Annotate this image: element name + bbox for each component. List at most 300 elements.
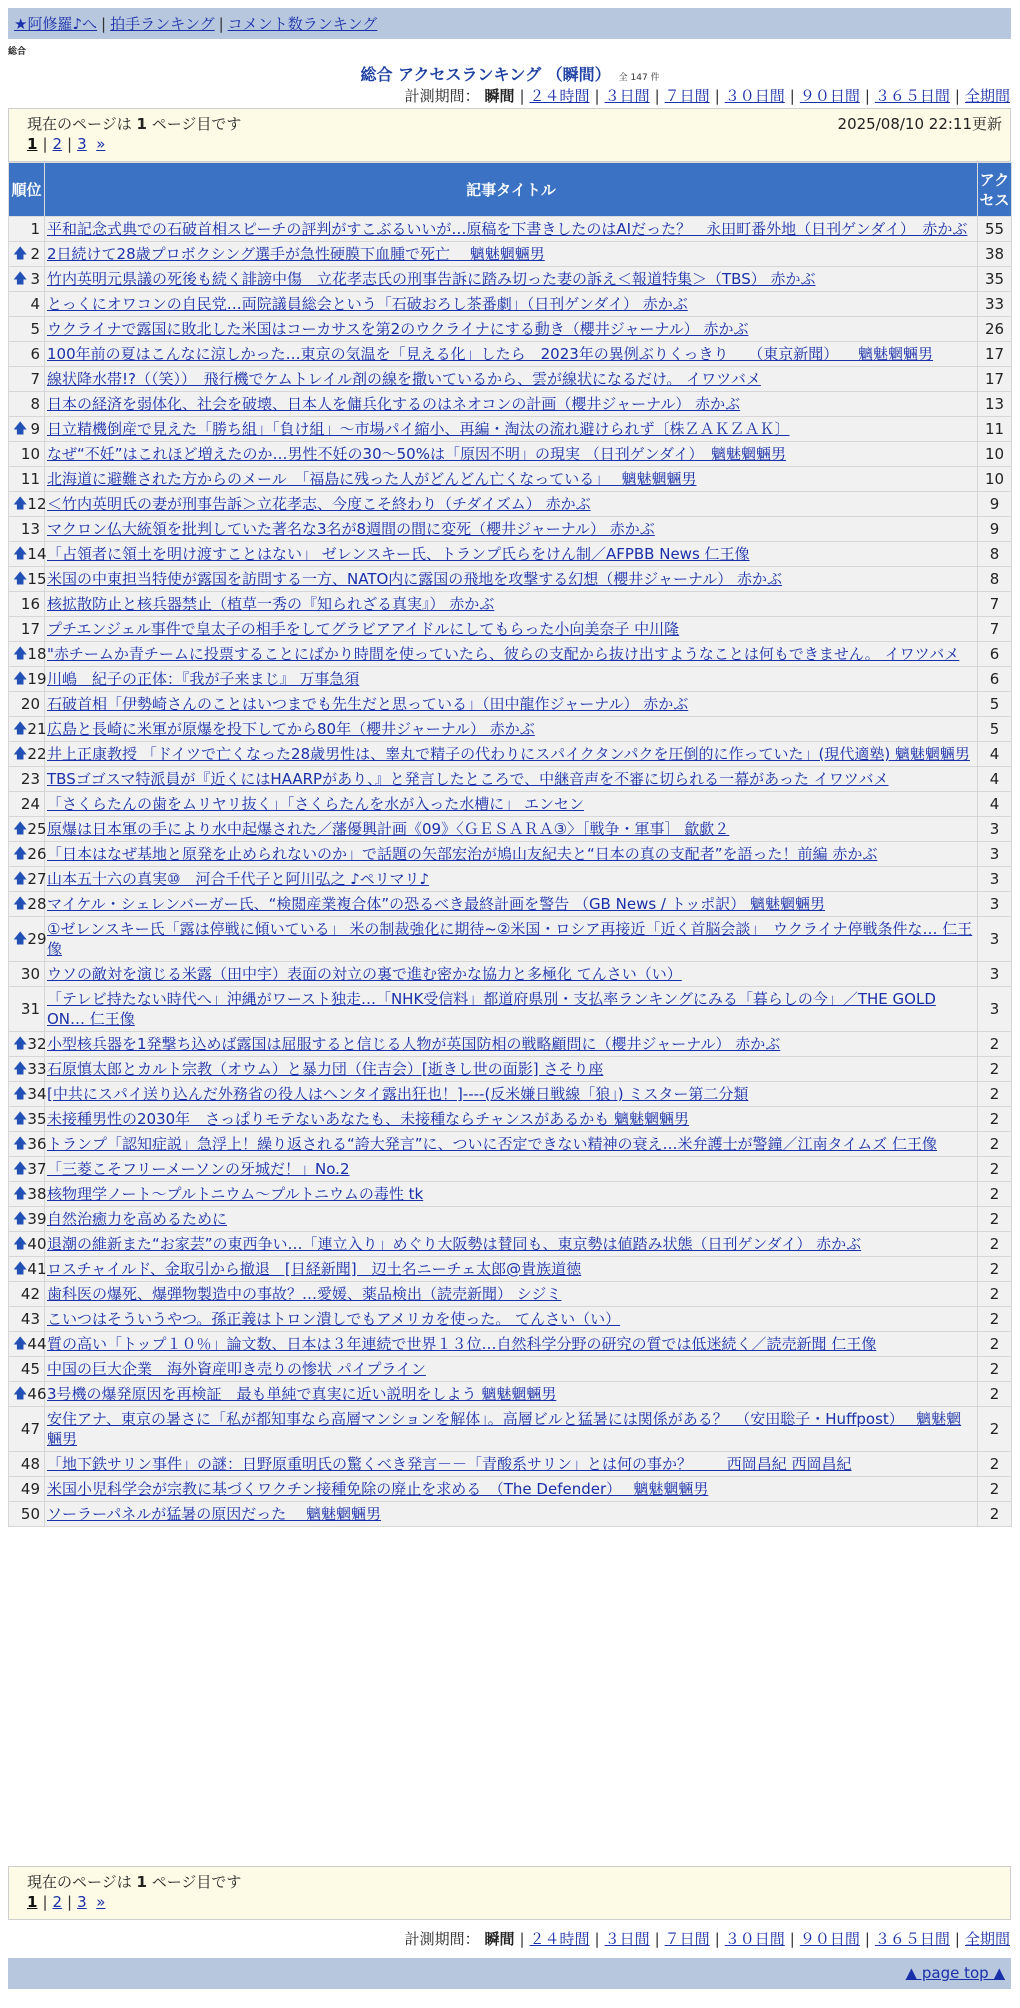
title-cell	[45, 642, 978, 667]
ranking-title-text: 総合 アクセスランキング （瞬間）	[360, 65, 611, 84]
title-cell	[45, 1407, 978, 1452]
rank-cell	[9, 267, 45, 292]
table-row	[9, 242, 1012, 267]
rank-number: 45	[20, 1360, 40, 1378]
period-link-7d[interactable]: ７日間	[664, 1930, 710, 1948]
access-count: 38	[978, 242, 1012, 267]
access-count: 10	[978, 442, 1012, 467]
title-cell	[45, 1082, 978, 1107]
title-cell	[45, 962, 978, 987]
access-count: 26	[978, 317, 1012, 342]
pager-next[interactable]: »	[96, 135, 106, 153]
table-header-row	[9, 163, 1012, 217]
access-count: 2	[978, 1082, 1012, 1107]
article-title-link[interactable]: 安住アナ、東京の暑さに「私が都知事なら高層マンションを解体」。高層ビルと猛暑には関係がある？ （安田聡子・Huffpost） 魑魅魍魎男	[47, 1410, 962, 1448]
period-link-24h[interactable]: ２４時間	[529, 1930, 590, 1948]
article-title-link[interactable]: ソーラーパネルが猛暑の原因だった 魑魅魍魎男	[47, 1505, 382, 1523]
article-title-link[interactable]: ウクライナで露国に敗北した米国はコーカサスを第2のウクライナにする動き（櫻井ジャーナル） 赤かぶ	[47, 320, 749, 338]
article-title-link[interactable]: 北海道に避難された方からのメール 「福島に残った人がどんどん亡くなっている」 魑魅魍魎男	[47, 470, 697, 488]
article-title-link[interactable]: とっくにオワコンの自民党…両院議員総会という「石破おろし茶番劇」（日刊ゲンダイ） 赤かぶ	[47, 295, 688, 313]
pager-page-1[interactable]: 1	[27, 1893, 38, 1911]
article-title-link[interactable]: "赤チームか青チームに投票することにばかり時間を使っていたら、彼らの支配から抜け出すようなことは何もできません。 イワツバメ	[47, 645, 960, 663]
period-label: 計測期間：	[404, 87, 480, 105]
access-count: 2	[978, 1107, 1012, 1132]
period-link-3d[interactable]: ３日間	[604, 87, 650, 105]
rank-up-arrow-icon: 🡅	[13, 246, 28, 262]
category-label: 総合	[8, 47, 27, 57]
rank-cell	[9, 1057, 45, 1082]
title-cell	[45, 692, 978, 717]
rank-cell	[9, 492, 45, 517]
title-cell	[45, 742, 978, 767]
rank-number: 50	[20, 1505, 40, 1523]
access-count: 11	[978, 417, 1012, 442]
rank-cell	[9, 867, 45, 892]
page-info-top	[8, 108, 1011, 162]
rank-number: 13	[20, 520, 40, 538]
access-count: 17	[978, 342, 1012, 367]
article-title-link[interactable]: 「日本はなぜ基地と原発を止められないのか」で話題の矢部宏治が鳩山友紀夫と“日本の真の支配者”を語った！前編 赤かぶ	[47, 845, 878, 863]
pager-top: 1 | 2 | 3 »	[27, 135, 106, 153]
rank-number: 16	[20, 595, 40, 613]
rank-cell	[9, 517, 45, 542]
rank-up-arrow-icon: 🡅	[13, 1111, 28, 1127]
title-cell	[45, 1232, 978, 1257]
rank-number: 49	[20, 1480, 40, 1498]
table-row	[9, 1207, 1012, 1232]
article-title-link[interactable]: 100年前の夏はこんなに涼しかった…東京の気温を「見える化」したら 2023年の異例ぶりくっきり （東京新聞） 魑魅魍魎男	[47, 345, 934, 363]
access-count: 2	[978, 1132, 1012, 1157]
rank-number: 2	[30, 245, 40, 263]
article-title-link[interactable]: なぜ“不妊”はこれほど増えたのか…男性不妊の30～50%は「原因不明」の現実 （日刊ゲンダイ） 魑魅魍魎男	[47, 445, 787, 463]
table-row	[9, 692, 1012, 717]
table-row	[9, 342, 1012, 367]
period-link-30d[interactable]: ３０日間	[724, 1930, 785, 1948]
title-cell	[45, 292, 978, 317]
article-title-link[interactable]: 「テレビ持たない時代へ」沖縄がワースト独走…「NHK受信料」都道府県別・支払率ランキングにみる「暮らしの今」／THE GOLD ON… 仁王像	[47, 990, 936, 1028]
rank-number: 39	[27, 1210, 47, 1228]
table-row	[9, 1232, 1012, 1257]
article-title-link[interactable]: 石原慎太郎とカルト宗教（オウム）と暴力団（住吉会）[逝きし世の面影] さそり座	[47, 1060, 604, 1078]
period-current: 瞬間	[484, 87, 515, 105]
table-row	[9, 842, 1012, 867]
article-title-link[interactable]: マイケル・シェレンバーガー氏、“検閲産業複合体”の恐るべき最終計画を警告 （GB News / トッポ訳） 魑魅魍魎男	[47, 895, 826, 913]
rank-cell	[9, 1032, 45, 1057]
access-count: 2	[978, 1157, 1012, 1182]
title-cell	[45, 367, 978, 392]
rank-up-arrow-icon: 🡅	[13, 896, 28, 912]
page-info-bottom	[8, 1866, 1011, 1920]
article-title-link[interactable]: 未接種男性の2030年 さっぱりモテないあなたも、未接種ならチャンスがあるかも 魑魅魍魎男	[47, 1110, 690, 1128]
rank-up-arrow-icon: 🡅	[13, 721, 28, 737]
title-cell	[45, 1257, 978, 1282]
page-status: 現在のページは 1 ページ目です	[27, 1873, 242, 1891]
rank-number: 40	[27, 1235, 47, 1253]
table-row	[9, 517, 1012, 542]
access-count: 2	[978, 1232, 1012, 1257]
rank-number: 24	[20, 795, 40, 813]
table-row	[9, 467, 1012, 492]
rank-up-arrow-icon: 🡅	[13, 671, 28, 687]
title-cell	[45, 1107, 978, 1132]
total-count: 全 147 件	[618, 73, 660, 83]
rank-number: 34	[27, 1085, 47, 1103]
page-top-link[interactable]: ▲ page top ▲	[905, 1964, 1005, 1982]
rank-up-arrow-icon: 🡅	[13, 271, 28, 287]
rank-cell	[9, 892, 45, 917]
period-label: 計測期間：	[404, 1930, 480, 1948]
title-cell	[45, 867, 978, 892]
rank-number: 41	[27, 1260, 47, 1278]
article-title-link[interactable]: 米国の中東担当特使が露国を訪問する一方、NATO内に露国の飛地を攻撃する幻想（櫻井ジャーナル） 赤かぶ	[47, 570, 783, 588]
period-link-all[interactable]: 全期間	[964, 1930, 1010, 1948]
article-title-link[interactable]: プチエンジェル事件で皇太子の相手をしてグラビアアイドルにしてもらった小向美奈子 中川隆	[47, 620, 680, 638]
rank-number: 43	[20, 1310, 40, 1328]
pager-bottom: 1 | 2 | 3 »	[27, 1893, 106, 1911]
access-count: 2	[978, 1207, 1012, 1232]
access-count: 2	[978, 1182, 1012, 1207]
article-title-link[interactable]: トランプ「認知症説」急浮上！繰り返される“誇大発言”に、ついに否定できない精神の衰え…米弁護士が警鐘／江南タイムズ 仁王像	[47, 1135, 938, 1153]
rank-cell	[9, 1107, 45, 1132]
rank-cell	[9, 442, 45, 467]
title-cell	[45, 717, 978, 742]
table-row	[9, 542, 1012, 567]
rank-number: 5	[30, 320, 40, 338]
rank-number: 48	[20, 1455, 40, 1473]
table-row	[9, 1107, 1012, 1132]
updated-timestamp: 2025/08/10 22:11更新	[837, 115, 1002, 133]
table-row	[9, 567, 1012, 592]
rank-cell	[9, 642, 45, 667]
pager-next[interactable]: »	[96, 1893, 106, 1911]
article-title-link[interactable]: マクロン仏大統領を批判していた著名な3名が8週間の間に変死（櫻井ジャーナル） 赤かぶ	[47, 520, 655, 538]
rank-cell	[9, 467, 45, 492]
article-title-link[interactable]: ウソの敵対を演じる米露（田中宇）表面の対立の裏で進む密かな協力と多極化 てんさい（い）	[47, 965, 682, 983]
rank-cell	[9, 1282, 45, 1307]
rank-number: 21	[27, 720, 47, 738]
article-title-link[interactable]: 原爆は日本軍の手により水中起爆された／藩優興計画《09》〈ＧＥＳＡＲＡ③〉［戦争・軍事］ 歙歔２	[47, 820, 730, 838]
title-cell	[45, 567, 978, 592]
article-title-link[interactable]: ロスチャイルド、金取引から撤退 [日経新聞] 辺土名ニーチェ太郎@貴族道徳	[47, 1260, 582, 1278]
table-row	[9, 267, 1012, 292]
article-title-link[interactable]: 小型核兵器を1発撃ち込めば露国は屈服すると信じる人物が英国防相の戦略顧問に（櫻井ジャーナル） 赤かぶ	[47, 1035, 781, 1053]
period-selector-bottom: 計測期間： 瞬間 | ２４時間 | ３日間 | ７日間 | ３０日間 | ９０日間 | ３６５日間 | 全期間	[404, 1930, 1010, 1948]
article-title-link[interactable]: ①ゼレンスキー氏「露は停戦に傾いている」 米の制裁強化に期待~②米国・ロシア再接近「近く首脳会談」 ウクライナ停戦条件な… 仁王像	[47, 920, 973, 958]
rank-cell	[9, 792, 45, 817]
rank-cell	[9, 292, 45, 317]
access-count: 2	[978, 1257, 1012, 1282]
title-cell	[45, 1157, 978, 1182]
access-count: 35	[978, 267, 1012, 292]
access-count: 13	[978, 392, 1012, 417]
rank-cell	[9, 1502, 45, 1527]
rank-up-arrow-icon: 🡅	[13, 1061, 28, 1077]
article-title-link[interactable]: ＜竹内英明氏の妻が刑事告訴＞立花孝志、今度こそ終わり（チダイズム） 赤かぶ	[47, 495, 591, 513]
rank-number: 46	[27, 1385, 47, 1403]
article-title-link[interactable]: 平和記念式典での石破首相スピーチの評判がすこぶるいいが…原稿を下書きしたのはAIだった？ 永田町番外地（日刊ゲンダイ） 赤かぶ	[47, 220, 968, 238]
rank-number: 15	[27, 570, 47, 588]
article-title-link[interactable]: 広島と長崎に米軍が原爆を投下してから80年（櫻井ジャーナル） 赤かぶ	[47, 720, 535, 738]
rank-number: 44	[27, 1335, 47, 1353]
period-link-365d[interactable]: ３６５日間	[874, 87, 950, 105]
title-cell	[45, 1182, 978, 1207]
access-count: 17	[978, 367, 1012, 392]
article-title-link[interactable]: 歯科医の爆死、爆弾物製造中の事故？…愛媛、薬品検出（読売新聞） シジミ	[47, 1285, 562, 1303]
rank-cell	[9, 217, 45, 242]
table-row	[9, 1452, 1012, 1477]
nav-separator: |	[218, 15, 224, 33]
access-count: 2	[978, 1032, 1012, 1057]
rank-cell	[9, 842, 45, 867]
table-row	[9, 367, 1012, 392]
article-title-link[interactable]: 米国小児科学会が宗教に基づくワクチン接種免除の廃止を求める （The Defender） 魑魅魍魎男	[47, 1480, 709, 1498]
rank-cell	[9, 1357, 45, 1382]
article-title-link[interactable]: 自然治癒力を高めるために	[47, 1210, 228, 1228]
nav-link-comment-ranking[interactable]: コメント数ランキング	[227, 15, 378, 33]
rank-up-arrow-icon: 🡅	[13, 1386, 28, 1402]
period-link-24h[interactable]: ２４時間	[529, 87, 590, 105]
article-title-link[interactable]: 退潮の維新また“お家芸”の東西争い…「連立入り」めぐり大阪勢は賛同も、東京勢は値踏み状態（日刊ゲンダイ） 赤かぶ	[47, 1235, 862, 1253]
title-cell	[45, 417, 978, 442]
table-row	[9, 1407, 1012, 1452]
title-cell	[45, 1057, 978, 1082]
period-link-365d[interactable]: ３６５日間	[874, 1930, 950, 1948]
rank-cell	[9, 917, 45, 962]
title-cell	[45, 1502, 978, 1527]
rank-cell	[9, 987, 45, 1032]
ranking-table	[8, 162, 1012, 1527]
period-link-30d[interactable]: ３０日間	[724, 87, 785, 105]
access-count: 2	[978, 1307, 1012, 1332]
rank-cell	[9, 1407, 45, 1452]
rank-cell	[9, 1382, 45, 1407]
access-count: 4	[978, 792, 1012, 817]
title-cell	[45, 342, 978, 367]
access-count: 7	[978, 617, 1012, 642]
rank-cell	[9, 592, 45, 617]
access-count: 9	[978, 517, 1012, 542]
table-row	[9, 917, 1012, 962]
article-title-link[interactable]: 3号機の爆発原因を再検証 最も単純で真実に近い説明をしよう 魑魅魍魎男	[47, 1385, 557, 1403]
article-title-link[interactable]: 石破首相「伊勢崎さんのことはいつまでも先生だと思っている」（田中龍作ジャーナル） 赤かぶ	[47, 695, 689, 713]
table-row	[9, 867, 1012, 892]
article-title-link[interactable]: 核拡散防止と核兵器禁止（植草一秀の『知られざる真実』） 赤かぶ	[47, 595, 495, 613]
access-count: 9	[978, 492, 1012, 517]
rank-cell	[9, 717, 45, 742]
access-count: 55	[978, 217, 1012, 242]
title-cell	[45, 542, 978, 567]
rank-number: 23	[20, 770, 40, 788]
article-title-link[interactable]: 日立精機倒産で見えた「勝ち組」「負け組」～市場パイ縮小、再編・淘汰の流れ避けられず〔株ＺＡＫＺＡＫ〕	[47, 420, 790, 438]
rank-up-arrow-icon: 🡅	[13, 496, 28, 512]
rank-cell	[9, 1452, 45, 1477]
rank-up-arrow-icon: 🡅	[13, 646, 28, 662]
table-row	[9, 667, 1012, 692]
access-count: 3	[978, 842, 1012, 867]
rank-cell	[9, 692, 45, 717]
title-cell	[45, 467, 978, 492]
rank-number: 8	[30, 395, 40, 413]
title-cell	[45, 1332, 978, 1357]
rank-cell	[9, 542, 45, 567]
table-row	[9, 1032, 1012, 1057]
footer-bar	[8, 1958, 1011, 1989]
title-cell	[45, 317, 978, 342]
rank-number: 27	[27, 870, 47, 888]
rank-cell	[9, 567, 45, 592]
rank-cell	[9, 817, 45, 842]
access-count: 6	[978, 667, 1012, 692]
article-title-link[interactable]: 山本五十六の真実⑩ 河合千代子と阿川弘之 ♪ペリマリ♪	[47, 870, 430, 888]
table-row	[9, 292, 1012, 317]
table-row	[9, 492, 1012, 517]
period-link-7d[interactable]: ７日間	[664, 87, 710, 105]
access-count: 3	[978, 962, 1012, 987]
access-count: 2	[978, 1057, 1012, 1082]
table-row	[9, 1502, 1012, 1527]
title-cell	[45, 217, 978, 242]
access-count: 2	[978, 1282, 1012, 1307]
rank-up-arrow-icon: 🡅	[13, 1261, 28, 1277]
article-title-link[interactable]: 「三菱こそフリーメーソンの牙城だ！」No.2	[47, 1160, 350, 1178]
article-title-link[interactable]: [中共にスパイ送り込んだ外務省の役人はヘンタイ露出狂也！]----(反米嫌日戦線「狼」) ミスター第二分類	[47, 1085, 749, 1103]
rank-number: 25	[27, 820, 47, 838]
rank-number: 10	[20, 445, 40, 463]
access-count: 2	[978, 1357, 1012, 1382]
article-title-link[interactable]: 川嶋 紀子の正体：『我が子来まじ』 万事急須	[47, 670, 360, 688]
article-title-link[interactable]: 「さくらたんの歯をムリヤリ抜く」「さくらたんを水が入った水槽に」 エンセン	[47, 795, 584, 813]
title-cell	[45, 392, 978, 417]
table-row	[9, 987, 1012, 1032]
article-title-link[interactable]: 2日続けて28歳プロボクシング選手が急性硬膜下血腫で死亡 魑魅魍魎男	[47, 245, 545, 263]
article-title-link[interactable]: TBSゴゴスマ特派員が『近くにはHAARPがあり、』と発言したところで、中継音声を不審に切られる一幕があった イワツバメ	[47, 770, 889, 788]
rank-cell	[9, 1307, 45, 1332]
rank-number: 32	[27, 1035, 47, 1053]
access-count: 33	[978, 292, 1012, 317]
table-row	[9, 962, 1012, 987]
rank-cell	[9, 1257, 45, 1282]
table-row	[9, 892, 1012, 917]
rank-cell	[9, 1477, 45, 1502]
article-title-link[interactable]: 日本の経済を弱体化、社会を破壊、日本人を傭兵化するのはネオコンの計画（櫻井ジャーナル） 赤かぶ	[47, 395, 741, 413]
article-title-link[interactable]: 中国の巨大企業 海外資産叩き売りの惨状 パイプライン	[47, 1360, 426, 1378]
period-link-all[interactable]: 全期間	[964, 87, 1010, 105]
period-selector-top: 計測期間： 瞬間 | ２４時間 | ３日間 | ７日間 | ３０日間 | ９０日間 | ３６５日間 | 全期間	[404, 87, 1010, 105]
article-title-link[interactable]: 核物理学ノート～プルトニウム～プルトニウムの毒性 tk	[47, 1185, 424, 1203]
table-row	[9, 417, 1012, 442]
article-title-link[interactable]: 「占領者に領土を明け渡すことはない」 ゼレンスキー氏、トランプ氏らをけん制／AFPBB News 仁王像	[47, 545, 750, 563]
rank-cell	[9, 367, 45, 392]
article-title-link[interactable]: 竹内英明元県議の死後も続く誹謗中傷 立花孝志氏の刑事告訴に踏み切った妻の訴え＜報道特集＞（TBS） 赤かぶ	[47, 270, 816, 288]
table-row	[9, 1282, 1012, 1307]
nav-link-asyura[interactable]: ★阿修羅♪へ	[14, 15, 98, 33]
pager-page-3[interactable]: 3	[77, 135, 87, 153]
rank-number: 36	[27, 1135, 47, 1153]
access-count: 8	[978, 542, 1012, 567]
page-status: 現在のページは 1 ページ目です 2025/08/10 22:11更新	[27, 115, 1002, 133]
access-count: 5	[978, 717, 1012, 742]
rank-cell	[9, 392, 45, 417]
title-cell	[45, 817, 978, 842]
rank-up-arrow-icon: 🡅	[13, 931, 28, 947]
title-cell	[45, 667, 978, 692]
top-nav-bar	[8, 8, 1011, 39]
rank-up-arrow-icon: 🡅	[13, 1186, 28, 1202]
rank-up-arrow-icon: 🡅	[13, 871, 28, 887]
article-title-link[interactable]: 線状降水帯!?（（笑）） 飛行機でケムトレイル剤の線を撒いているから、雲が線状になるだけ。 イワツバメ	[47, 370, 761, 388]
rank-number: 9	[30, 420, 40, 438]
access-count: 4	[978, 742, 1012, 767]
rank-number: 19	[27, 670, 47, 688]
access-count: 3	[978, 917, 1012, 962]
access-count: 7	[978, 592, 1012, 617]
rank-number: 11	[20, 470, 40, 488]
table-row	[9, 1132, 1012, 1157]
access-count: 2	[978, 1502, 1012, 1527]
pager-page-2[interactable]: 2	[52, 1893, 63, 1911]
article-title-link[interactable]: 井上正康教授 「ドイツで亡くなった28歳男性は、睾丸で精子の代わりにスパイクタンパクを圧倒的に作っていた」(現代適塾) 魑魅魍魎男	[47, 745, 970, 763]
rank-cell	[9, 1082, 45, 1107]
rank-number: 42	[20, 1285, 40, 1303]
period-link-90d[interactable]: ９０日間	[799, 1930, 860, 1948]
access-count: 8	[978, 567, 1012, 592]
table-row	[9, 1477, 1012, 1502]
article-title-link[interactable]: こいつはそういうやつ。孫正義はトロン潰しでもアメリカを使った。 てんさい（い）	[47, 1310, 621, 1328]
pager-page-2[interactable]: 2	[52, 135, 63, 153]
article-title-link[interactable]: 「地下鉄サリン事件」の謎：日野原重明氏の驚くべき発言－－「青酸系サリン」とは何の事か？ 西岡昌紀 西岡昌紀	[47, 1455, 852, 1473]
column-header-access: アクセス	[978, 163, 1012, 217]
title-cell	[45, 792, 978, 817]
access-count: 3	[978, 867, 1012, 892]
rank-up-arrow-icon: 🡅	[13, 571, 28, 587]
rank-number: 12	[27, 495, 47, 513]
rank-cell	[9, 342, 45, 367]
title-cell	[45, 592, 978, 617]
title-cell	[45, 1207, 978, 1232]
title-cell	[45, 517, 978, 542]
pager-page-3[interactable]: 3	[77, 1893, 87, 1911]
table-row	[9, 792, 1012, 817]
rank-up-arrow-icon: 🡅	[13, 1086, 28, 1102]
ranking-table-body	[9, 217, 1012, 1527]
access-count: 5	[978, 692, 1012, 717]
period-current: 瞬間	[484, 1930, 515, 1948]
period-link-90d[interactable]: ９０日間	[799, 87, 860, 105]
rank-cell	[9, 1132, 45, 1157]
title-cell	[45, 617, 978, 642]
rank-number: 26	[27, 845, 47, 863]
rank-cell	[9, 417, 45, 442]
title-cell	[45, 1452, 978, 1477]
title-cell	[45, 1282, 978, 1307]
rank-up-arrow-icon: 🡅	[13, 846, 28, 862]
rank-number: 6	[30, 345, 40, 363]
nav-link-clap-ranking[interactable]: 拍手ランキング	[110, 15, 215, 33]
article-title-link[interactable]: 質の高い「トップ１０％」論文数、日本は３年連続で世界１３位…自然科学分野の研究の質では低迷続く／読売新聞 仁王像	[47, 1335, 877, 1353]
table-row	[9, 442, 1012, 467]
rank-cell	[9, 962, 45, 987]
period-link-3d[interactable]: ３日間	[604, 1930, 650, 1948]
access-count: 2	[978, 1407, 1012, 1452]
rank-number: 3	[30, 270, 40, 288]
title-cell	[45, 1032, 978, 1057]
table-row	[9, 1382, 1012, 1407]
rank-number: 35	[27, 1110, 47, 1128]
table-row	[9, 617, 1012, 642]
pager-page-1[interactable]: 1	[27, 135, 38, 153]
access-count: 3	[978, 987, 1012, 1032]
rank-number: 28	[27, 895, 47, 913]
